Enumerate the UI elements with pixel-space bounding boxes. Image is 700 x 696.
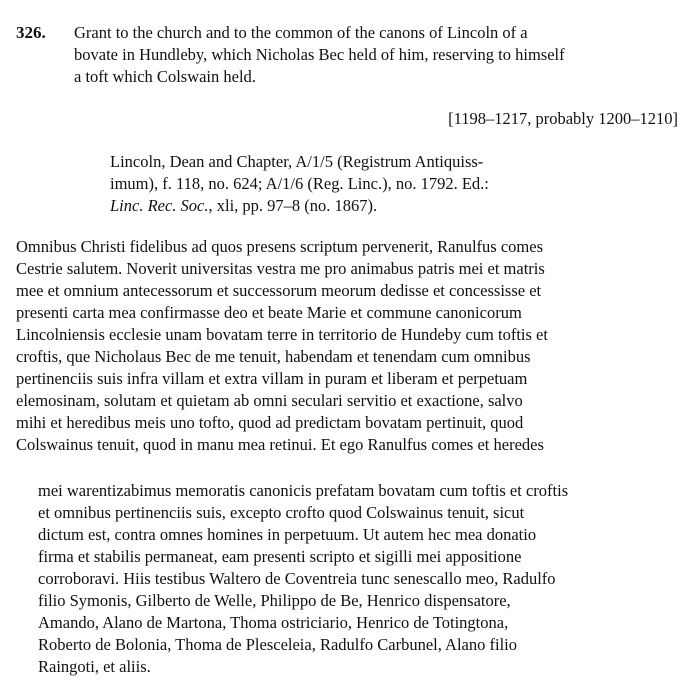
continuation-line: dictum est, contra omnes homines in perpetuum. Ut autem hec mea donatio <box>38 525 537 544</box>
charter-line: Cestrie salutem. Noverit universitas vestra me pro animabus patris mei et matris <box>16 259 545 278</box>
charter-line: Lincolniensis ecclesie unam bovatam terre in territorio de Hundeby cum toftis et <box>16 325 548 344</box>
charter-line: mee et omnium antecessorum et successorum meorum dedisse et concessisse et <box>16 281 542 300</box>
continuation-line: et omnibus pertinenciis suis, excepto crofto quod Colswainus tenuit, sicut <box>38 503 525 522</box>
continuation-line: corroboravi. Hiis testibus Waltero de Coventreia tunc senescallo meo, Radulfo <box>38 569 556 588</box>
source-line-3 <box>110 195 377 217</box>
charter-line: presenti carta mea confirmasse deo et beate Marie et commune canonicorum <box>16 303 522 322</box>
source-line-1: Lincoln, Dean and Chapter, A/1/5 (Registrum Antiquiss- <box>110 152 484 171</box>
charter-line: Colswainus tenuit, quod in manu mea retinui. Et ego Ranulfus comes et heredes <box>16 435 544 454</box>
source-edition-ref: , xli, pp. 97–8 (no. 1867). <box>208 196 378 215</box>
continuation-line: filio Symonis, Gilberto de Welle, Philippo de Be, Henrico dispensatore, <box>38 591 511 610</box>
continuation-line: Amando, Alano de Martona, Thoma ostriciario, Henrico de Totingtona, <box>38 613 509 632</box>
entry-date: [1198–1217, probably 1200–1210] <box>448 109 678 128</box>
source-edition-title: Linc. Rec. Soc. <box>110 196 209 215</box>
charter-line: croftis, que Nicholaus Bec de me tenuit, habendam et tenendam cum omnibus <box>16 347 531 366</box>
entry-title-line-3: a toft which Colswain held. <box>74 67 256 86</box>
continuation-line: firma et stabilis permaneat, eam presenti scripto et sigilli mei appositione <box>38 547 522 566</box>
entry-number: 326. <box>16 23 46 42</box>
charter-line: pertinenciis suis infra villam et extra villam in puram et liberam et perpetuam <box>16 369 528 388</box>
charter-line: elemosinam, solutam et quietam ab omni seculari servitio et exactione, salvo <box>16 391 523 410</box>
entry-title-line-1: Grant to the church and to the common of the canons of Lincoln of a <box>74 23 528 42</box>
continuation-line: Roberto de Bolonia, Thoma de Plesceleia, Radulfo Carbunel, Alano filio <box>38 635 518 654</box>
continuation-line: mei warentizabimus memoratis canonicis prefatam bovatam cum toftis et croftis <box>38 481 569 500</box>
entry-title-line-2: bovate in Hundleby, which Nicholas Bec held of him, reserving to himself <box>74 45 565 64</box>
charter-line: Omnibus Christi fidelibus ad quos presens scriptum pervenerit, Ranulfus comes <box>16 237 544 256</box>
source-line-2: imum), f. 118, no. 624; A/1/6 (Reg. Linc.), no. 1792. Ed.: <box>110 174 489 193</box>
continuation-line: Raingoti, et aliis. <box>38 657 151 676</box>
charter-line: mihi et heredibus meis uno tofto, quod ad predictam bovatam pertinuit, quod <box>16 413 524 432</box>
